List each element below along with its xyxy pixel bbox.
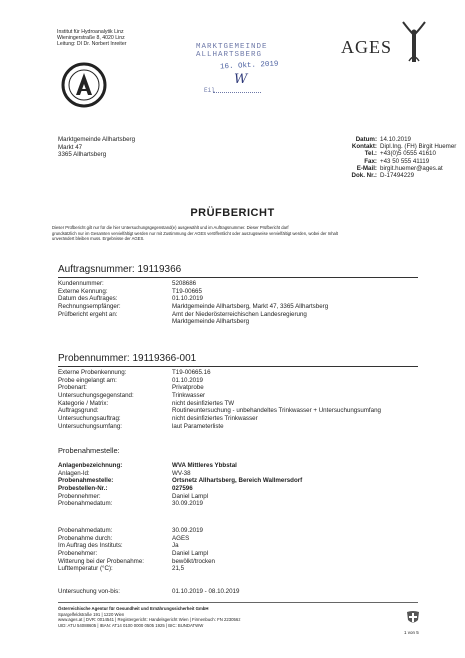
- stamp-line: ALLHARTSBERG: [196, 51, 263, 59]
- contact-row: Kontakt: Dipl.Ing. (FH) Birgit Huemer: [351, 143, 457, 151]
- contact-row: Dok. Nr.: D-17494229: [351, 171, 415, 179]
- logo-text: AGES: [341, 37, 393, 57]
- ages-logo: [341, 19, 429, 65]
- institute-line: Institut für Hydroanalytik Linz: [57, 29, 124, 35]
- sampling-details: [58, 527, 438, 573]
- order-row: Prüfbericht ergeht an: Amt der Niederösterreichischen Landesregierung: [58, 310, 307, 318]
- sampling-row: Lufttemperatur (°C): 21,5: [58, 565, 185, 573]
- sampling-row: Probenahmedatum: 30.09.2019: [58, 527, 203, 534]
- disclaimer-line: Dieser Prüfbericht gilt nur für die hier Untersuchungsgegenstand(e) ausgewählt und im Auftragsnummer. Dieser Prüfbericht darf: [52, 225, 289, 230]
- sampling-point-row: Anlagen-Id: WV-38: [58, 469, 191, 477]
- recipient-address: [58, 136, 198, 159]
- sampling-point-row: Anlagenbezeichnung: WVA Mittleres Ybbstal: [58, 462, 237, 469]
- footer-line: UID: ATU 54088605 | IBAN: AT14 0100 0000 0505 1925 | BIC: BUNDATWW: [58, 622, 204, 628]
- sample-heading: Probennummer: 19119366-001: [58, 353, 197, 364]
- order-heading: Auftragsnummer: 19119366: [58, 264, 182, 275]
- divider: [58, 366, 418, 367]
- recipient-line: Markt 47: [58, 143, 83, 151]
- stamp-signature: W: [234, 72, 248, 87]
- footer-line: Österreichische Agentur für Gesundheit und Ernährungssicherheit GmbH: [58, 606, 209, 611]
- sample-row: Untersuchungsauftrag: nicht desinfiziertes Trinkwasser: [58, 415, 258, 423]
- order-row: Rechnungsempfänger: Marktgemeinde Allhartsberg, Markt 47, 3365 Allhartsberg: [58, 303, 329, 311]
- order-row: Externe Kennung: T19-00665: [58, 287, 202, 295]
- page-number: 1 von 5: [404, 630, 419, 635]
- footer-line: Spargelfeldstraße 191 | 1220 Wien: [58, 611, 125, 617]
- institute-address: [57, 29, 187, 48]
- order-row: Datum des Auftrages: 01.10.2019: [58, 295, 203, 303]
- sampling-point-row: Probennehmer: Daniel Lampl: [58, 492, 209, 500]
- institute-line: Leitung: DI Dr. Norbert Inreiter: [57, 41, 127, 48]
- sample-row: Kategorie / Matrix: nicht desinfiziertes TW: [58, 399, 235, 407]
- sampling-row: Probenehmer: Daniel Lampl: [58, 550, 209, 558]
- recipient-line: 3365 Allhartsberg: [58, 151, 107, 159]
- contact-block: [324, 136, 464, 179]
- contact-row: E-Mail: birgit.huemer@ages.at: [356, 164, 443, 172]
- stamp-date: 16. Okt. 2019: [219, 60, 279, 72]
- investigation-period: Untersuchung von-bis: 01.10.2019 - 08.10.2019: [58, 588, 240, 595]
- divider: [58, 277, 418, 278]
- sample-row: Externe Probenkennung: T19-00665.16: [58, 369, 211, 376]
- sample-row: Probe eingelangt am: 01.10.2019: [58, 376, 203, 384]
- sampling-point-row: Probenahmestelle: Ortsnetz Allhartsberg, Bereich Wallmersdorf: [58, 477, 303, 485]
- institute-line: Wieningerstraße 8, 4020 Linz: [57, 35, 125, 42]
- disclaimer-line: grundsätzlich nur im Gesamten vervielfältigt werden nur mit Zustimmung der AGES veröffentlicht oder auszugsweise vervielfältigt werden, wobei der Inhalt: [52, 230, 338, 236]
- footer-line: www.ages.at | DVR: 0014541 | Registergericht: Handelsgericht Wien | Firmenbuch: FN 223056z: [58, 617, 241, 622]
- sample-details: [58, 369, 438, 431]
- sampling-row: Probenahme durch: AGES: [58, 534, 190, 542]
- document-title: PRÜFBERICHT: [190, 207, 275, 219]
- order-row: Kundennummer: 5208686: [58, 280, 197, 287]
- order-details: [58, 280, 428, 326]
- contact-row: Fax: +43 50 555 41119: [364, 157, 430, 165]
- figure-icon: [401, 19, 427, 63]
- coat-of-arms-icon: [405, 610, 421, 626]
- sampling-point-row: Probenahmedatum: 30.09.2019: [58, 500, 203, 508]
- sample-row: Auftragsgrund: Routineuntersuchung - unbehandeltes Trinkwasser + Untersuchungsumfang: [58, 407, 381, 415]
- sampling-row: Im Auftrag des Instituts: Ja: [58, 542, 179, 550]
- sampling-row: Witterung bei der Probenahme: bewölkt/trocken: [58, 557, 215, 565]
- sample-row: Untersuchungsgegenstand: Trinkwasser: [58, 392, 206, 400]
- recipient-line: Marktgemeinde Allhartsberg: [58, 136, 136, 143]
- received-stamp: [196, 43, 291, 103]
- stamp-label: Eil: [204, 87, 215, 94]
- seal-emblem: [61, 62, 107, 108]
- contact-row: Tel.: +43(0)5 0555 41610: [364, 150, 436, 158]
- divider: [58, 602, 418, 603]
- sampling-point-details: [58, 462, 438, 508]
- stamp-line: MARKTGEMEINDE: [196, 43, 268, 51]
- sample-row: Probenart: Privatprobe: [58, 384, 204, 392]
- sampling-point-row: Probestellen-Nr.: 027596: [58, 485, 193, 493]
- sampling-point-heading: Probenahmestelle:: [58, 446, 120, 455]
- sample-row: Untersuchungsumfang: laut Parameterliste: [58, 422, 224, 430]
- footer: [58, 606, 378, 628]
- disclaimer: [52, 225, 427, 242]
- stamp-line-rule: [213, 92, 261, 93]
- order-row: Marktgemeinde Allhartsberg: [172, 318, 250, 326]
- disclaimer-line: unverändert bleiben muss. Ergebnisse der AGES.: [52, 236, 145, 242]
- contact-row: Datum: 14.10.2019: [355, 136, 411, 143]
